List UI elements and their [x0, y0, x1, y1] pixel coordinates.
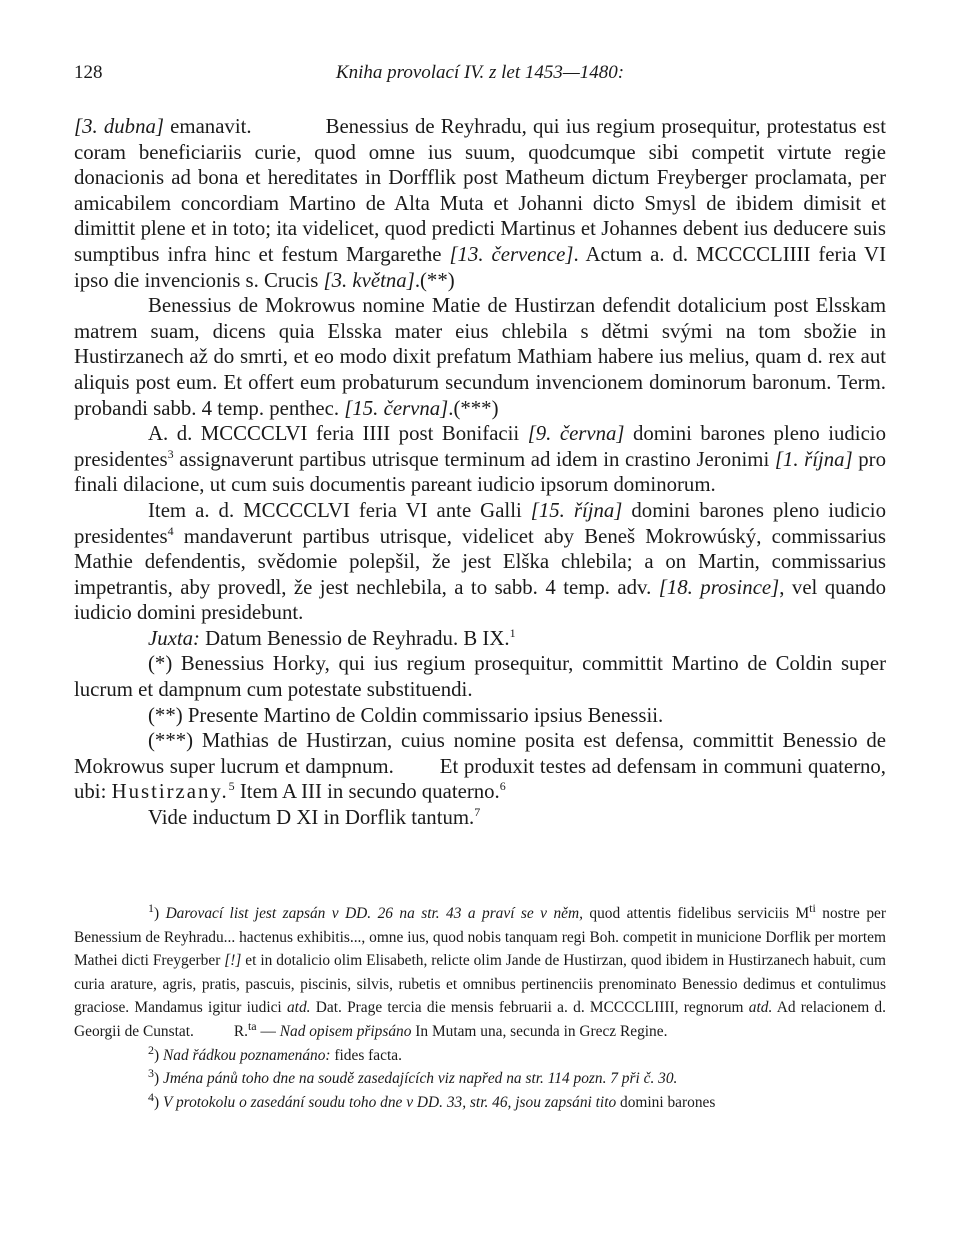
footnote-ref: 1: [509, 625, 516, 640]
paragraph-5: Juxta: Datum Benessio de Reyhradu. B IX.$^1$: [148, 625, 516, 650]
footnote-ref: 6: [499, 779, 506, 794]
page-number: 128: [74, 62, 103, 83]
footnote-ref: 7: [474, 805, 481, 820]
paragraph-4: Item a. d. MCCCCLVI feria VI ante Galli [15. října] domini barones pleno iudicio presidentes$^4$ mandaverunt partibus utrisque, videlicet aby Beneš Mokrowúský, commissarius Mathie defendentis, svědomie polepšil, že jest Elška chlebila; a on Martin, commissarius impetrantis, aby provedl, že jest nechlebila, a to sabb. 4 temp. adv. [18. prosince], vel quando iudicio domini presidebunt.: [74, 498, 887, 625]
footnote-ref: 4: [167, 523, 174, 538]
date-note: [13. července]: [449, 242, 574, 266]
date-note: [9. června]: [527, 422, 625, 446]
paragraph-1: [3. dubna] emanavit. Benessius de Reyhradu, qui ius regium prosequitur, protestatus est coram beneficiariis curie, quod omne ius suum, quodcumque sibi competit virtute regie donacionis ad bona et hereditates in Dorfflik post Matheum dictum Freyberger proclamata, per amicabilem concordiam Martino de Alta Muta et Johanni dicto Smysl de ibidem dimisit et dimittit plene et in toto; ita videlicet, quod predicti Martinus et Johannes debent ius deducere suis sumptibus infra hinc et festum Margarethe [13. července]. Actum a. d. MCCCCLIIII feria VI ipso die invencionis s. Crucis [3. května].(**): [74, 115, 886, 292]
paragraph-6: (*) Benessius Horky, qui ius regium prosequitur, committit Martino de Coldin super lucrum et dampnum cum potestate substituendi.: [74, 652, 886, 702]
footnote-ref: 5: [228, 779, 235, 794]
date-note: [15. června]: [344, 396, 449, 420]
date-note: [15. října]: [530, 498, 623, 522]
date-note: [3. dubna]: [74, 115, 164, 138]
paragraph-8: (***) Mathias de Hustirzan, cuius nomine posita est defensa, committit Benessio de Mokrowus super lucrum et dampnum. Et produxit testes ad defensam in communi quaterno, ubi: Hustirzany.$^5$ Item A III in secundo quaterno.$^6$: [74, 729, 886, 804]
footnote-mark: 1: [148, 900, 154, 915]
date-note: [3. května]: [323, 268, 415, 292]
main-text: [74, 114, 886, 831]
spaced-place-name: Hustirzany.: [111, 780, 229, 804]
footnote-4: $^4$) V protokolu o zasedání soudu toho dne v DD. 33, str. 46, jsou zapsáni tito domini barones: [148, 1089, 716, 1111]
footnote-1: $^1$) Darovací list jest zapsán v DD. 26 na str. 43 a praví se v něm, quod attentis fidelibus serviciis $M^{ti}$ nostre per Benessium de Reyhradu... hactenus exhibitis..., omne ius, quod nobis tanquam regi Boh. competit in municione Dorflik per mortem Mathei dicti Freygerber [!] et in dotalicio olim Elisabeth, relicte olim Jande de Hustirzan, quod ibidem in Hustirzanech habuit, cum curia arature, agris, pratis, pascuis, piscinis, silvis, rubetis et omnibus pertinenciis prenominato Benessio dedimus et contulimus graciose. Mandamus igitur iudici atd. Dat. Prage tercia die mensis februarii a. d. MCCCCLIIII, regnorum atd. Ad relacionem d. Georgii de Cunstat. R.$^{ta}$ — Nad opisem připsáno In Mutam una, secunda in Grecz Regine.: [74, 900, 886, 1040]
footnote-mark: 3: [148, 1066, 154, 1081]
footnote-3: $^3$) Jména pánů toho dne na soudě zasedajících viz napřed na str. 114 pozn. 7 při č. 30.: [148, 1066, 678, 1088]
footnote-mark: 2: [148, 1042, 154, 1057]
paragraph-3: A. d. MCCCCLVI feria IIII post Bonifacii [9. června] domini barones pleno iudicio presidentes$^3$ assignaverunt partibus utrisque terminum ad idem in crastino Jeronimi [1. října] pro finali dilacione, ut cum suis documentis pareant iudicio ipsorum dominorum.: [74, 422, 886, 497]
juxta-label: Juxta:: [148, 626, 200, 650]
date-note: [18. prosince]: [658, 575, 780, 599]
page-header: [74, 62, 886, 92]
footnote-ref: 3: [167, 446, 174, 461]
footnote-mark: 4: [148, 1089, 154, 1104]
date-note: [1. října]: [774, 447, 853, 471]
paragraph-2: Benessius de Mokrowus nomine Matie de Hustirzan defendit dotalicium post Elsskam matrem suam, dicens quia Elsska mater eius chlebila s dětmi svými na tom sbožie in Hustirzanech až do smrti, et eo modo dixit prefatum Mathiam habere ius melius, quam d. rex aut aliquis post eum. Et offert eum probaturum secundum invencionem dominorum baronum. Term. probandi sabb. 4 temp. penthec. [15. června].(***): [74, 294, 886, 420]
running-title: Kniha provolací IV. z let 1453—1480:: [335, 62, 625, 83]
paragraph-9: Vide inductum D XI in Dorflik tantum.$^7$: [148, 805, 481, 830]
paragraph-7: (**) Presente Martino de Coldin commissario ipsius Benessii.: [148, 703, 664, 727]
footnote-2: $^2$) Nad řádkou poznamenáno: fides facta.: [148, 1042, 402, 1064]
footnotes: [74, 902, 886, 1114]
